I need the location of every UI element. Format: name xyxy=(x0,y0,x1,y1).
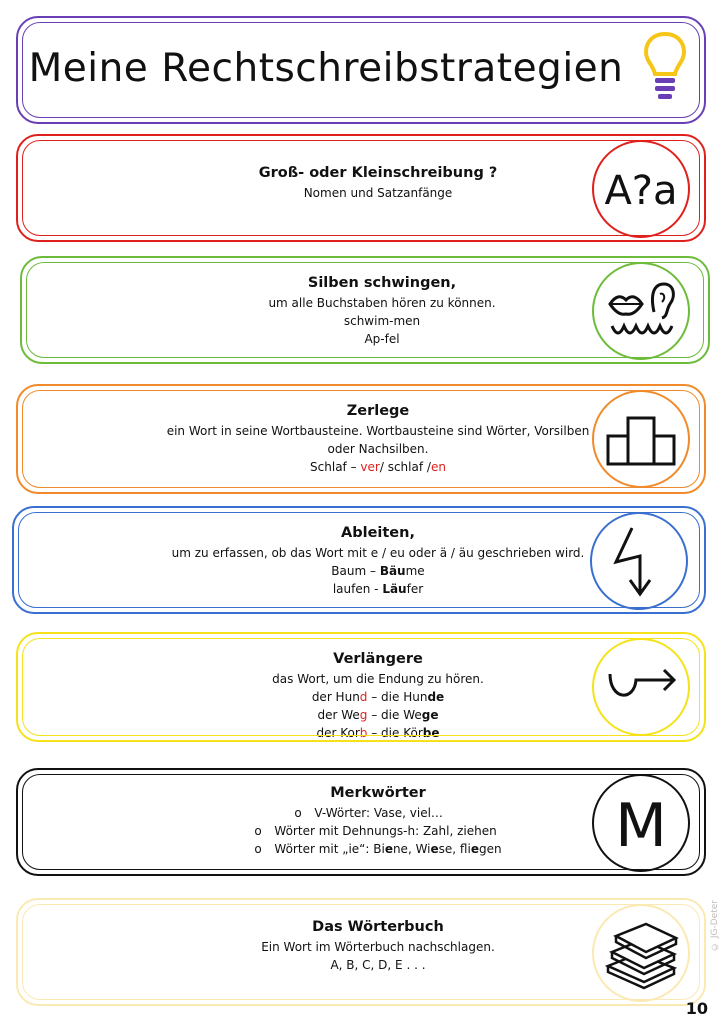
card-text xyxy=(128,522,628,598)
card-line: Nomen und Satzanfänge xyxy=(303,186,453,200)
lightning-arrow-icon xyxy=(592,514,686,608)
card-heading: Verlängere xyxy=(333,651,423,667)
strategy-card-dictionary xyxy=(16,898,706,1006)
page-number: 10 xyxy=(685,999,708,1018)
card-line: oder Nachsilben. xyxy=(327,442,429,456)
card-heading: Ableiten, xyxy=(341,525,415,541)
card-text xyxy=(128,782,628,858)
A?a-icon xyxy=(594,142,688,236)
list-item: o V-Wörter: Vase, viel… xyxy=(294,806,443,820)
syllables-icon-circle xyxy=(592,262,690,360)
list-item: o Wörter mit Dehnungs-h: Zahl, ziehen xyxy=(254,824,497,838)
decompose-icon-circle xyxy=(592,390,690,488)
card-example: laufen - Läufer xyxy=(332,582,424,596)
card-heading: Groß- oder Kleinschreibung ? xyxy=(258,165,498,181)
strategy-card-extend xyxy=(16,632,706,742)
lightbulb-icon xyxy=(640,28,690,108)
card-line: ein Wort in seine Wortbausteine. Wortbausteine sind Wörter, Vorsilben xyxy=(166,424,590,438)
card-heading: Zerlege xyxy=(346,403,410,419)
card-text xyxy=(128,648,628,742)
capitalization-icon-circle xyxy=(592,140,690,238)
curve-arrow-icon xyxy=(594,640,688,734)
title-banner xyxy=(16,16,706,124)
strategy-card-memorize xyxy=(16,768,706,876)
memorize-icon-circle xyxy=(592,774,690,872)
copyright-credit: © JG-Deter xyxy=(710,900,720,951)
card-heading: Silben schwingen, xyxy=(307,275,457,291)
card-line: das Wort, um die Endung zu hören. xyxy=(272,672,484,686)
mouth-ear-waves-icon xyxy=(594,264,688,358)
derive-icon-circle xyxy=(590,512,688,610)
card-example: der Korb – die Körbe xyxy=(316,726,440,740)
card-example: der Hund – die Hunde xyxy=(311,690,445,704)
card-text xyxy=(132,272,632,348)
card-line: schwim-men xyxy=(343,314,421,328)
svg-text:A?a: A?a xyxy=(604,168,678,214)
card-line: um alle Buchstaben hören zu können. xyxy=(268,296,496,310)
card-text xyxy=(128,916,628,974)
strategy-card-syllables xyxy=(20,256,710,364)
card-line: um zu erfassen, ob das Wort mit e / eu oder ä / äu geschrieben wird. xyxy=(171,546,585,560)
M-icon xyxy=(594,776,688,870)
card-line: Ein Wort im Wörterbuch nachschlagen. xyxy=(261,940,495,954)
dictionary-icon-circle xyxy=(592,904,690,1002)
card-heading: Das Wörterbuch xyxy=(312,919,444,935)
card-text xyxy=(128,162,628,202)
strategy-card-derive xyxy=(12,506,706,614)
books-icon xyxy=(594,906,688,1000)
card-example: Baum – Bäume xyxy=(331,564,425,578)
strategy-card-decompose xyxy=(16,384,706,494)
extend-icon-circle xyxy=(592,638,690,736)
card-heading: Merkwörter xyxy=(330,785,426,801)
card-example: Schlaf – ver/ schlaf /en xyxy=(310,460,446,474)
page-title: Meine Rechtschreibstrategien xyxy=(28,46,624,91)
card-example: der Weg – die Wege xyxy=(317,708,439,722)
card-line: Ap-fel xyxy=(364,332,400,346)
building-blocks-icon xyxy=(594,392,688,486)
list-item: o Wörter mit „ie“: Biene, Wiese, fliegen xyxy=(254,842,502,856)
memorize-list xyxy=(254,804,501,858)
card-text xyxy=(128,400,628,476)
svg-text:M: M xyxy=(615,791,667,861)
strategy-card-capitalization xyxy=(16,134,706,242)
card-line: A, B, C, D, E . . . xyxy=(330,958,426,972)
